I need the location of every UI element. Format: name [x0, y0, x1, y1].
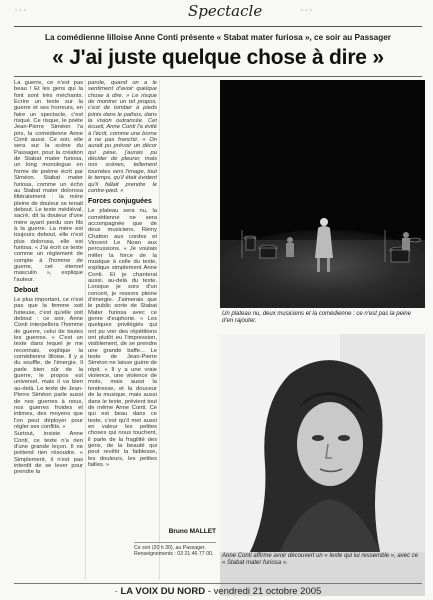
footer-separator: -: [205, 586, 214, 597]
stage-photo: [220, 80, 425, 308]
paragraph: Surtout, insiste Anne Conti, ce texte n'a rien d'une grande leçon. Il ne prétend rien résoudre. « Simplement, il n'est pas interdit de se lever pour prendre la: [14, 431, 83, 476]
kicker: La comédienne lilloise Anne Conti présente « Stabat mater furiosa », ce soir au Passager: [45, 33, 391, 42]
stage-illustration: [220, 80, 425, 308]
section-rubric: Spectacle: [188, 2, 263, 20]
stage-photo-caption: Un plateau nu, deux musiciens et la comédienne : ce n'est pas la peine d'en rajouter.: [222, 311, 411, 325]
portrait-illustration: [220, 334, 425, 552]
portrait-photo-caption: Anne Conti affirme avoir découvert un « texte qui lui ressemble », avec ce « Stabat mater furiosa ».: [222, 553, 419, 567]
article-column-3: [162, 80, 216, 535]
publication-date: vendredi 21 octobre 2005: [213, 586, 322, 597]
article-column-2: [88, 80, 157, 580]
footer-rule: [14, 583, 422, 584]
column-divider: [159, 80, 160, 580]
rubric-rule: [14, 26, 422, 27]
paragraph: Le plateau sera nu, la comédienne ne sera accompagnée que de deux musiciens, Rémy Chatton aux cordes et Vincent Le Noan aux percussions. « Je voulais mêler la force de la musique à celle du texte, explique simplement Anne Conti. Et je chanterai aussi, au-delà du texte. Lorsque je sors d'un concert, je ressors pleine d'énergie. J'aimerais que le public sorte de Stabat Mater furiosa avec ce genre d'euphorie. » Les quelques privilégiés qui ont pu voir des répétitions ont plutôt eu l'impression, visiblement, de se prendre une grande baffe... Le texte de Jean-Pierre Siméon ne laisse guère de répit. « Il y a une vraie violence, une violence de mots, mais aussi la tendresse, et la douceur de la musique, mais aussi dans le texte, prévient tout de même Anne Conti. Ce qui est beau dans ce texte, c'est qu'il met aussi en valeur les petites choses qui nous touchent, il parle de la fragilité des gens, de la beauté qui peut revêtir la faiblesse, les douleurs, les petites failles. »: [88, 208, 157, 468]
subheading-forces-conjuguees: Forces conjuguées: [88, 198, 152, 206]
previous-page-bleed: …: [14, 0, 27, 15]
paragraph: Le plus important, ce n'est pas que la femme soit furieuse, c'est qu'elle soit debout : ce soir, Anne Conti interpellera l'homme de guerre, celui de toutes les guerres. « C'est un texte dans lequel je me reconnais, explique la comédienne lilloise. Il y a du souffle, de l'énergie. Il parle bien sûr de la guerre, le propos est universel, mais il va bien au-delà. Le texte de Jean-Pierre Siméon parle aussi de nos guerres à nous, nos guerres froides et intimes, des moyens que l'on peut déployer pour régler ses conflits. »: [14, 297, 83, 430]
newspaper-name: LA VOIX DU NORD: [120, 586, 206, 597]
publication-footer: · LA VOIX DU NORD - vendredi 21 octobre 2005: [114, 586, 322, 597]
practical-info: Ce soir (20 h 30), au Passager. Renseignements : 03 21 46 77 00.: [134, 542, 216, 557]
column-divider: [85, 80, 86, 580]
article-column-1: [14, 80, 83, 580]
paragraph: La guerre, ce n'est pas beau ! Et les gens qui la font sont très méchants. Ecrire un texte sur la guerre et ses horreurs, en faire un spectacle, c'est risqué. Ce risque, le poète Jean-Pierre Siméon l'a pris, la comédienne Anne Conti aussi. Ce soir, elle sera sur la scène du Passager, pour la création de Stabat mater furiosa, un long monologue en forme de poème écrit par Siméon. Stabat mater furiosa, comme un écho au Stabat mater dolorosa littéralement : la mère pleine de douleur se tenait debout. Le texte médiéval, sacré, dit la douleur d'une mère ayant perdu son fils à la guerre. La mère est toujours debout, elle n'est plus dolorosa, elle est furiosa. « J'ai écrit ce texte comme un règlement de compte à l'homme de guerre, cet éternel masculin », explique l'auteur.: [14, 80, 83, 283]
paragraph: parole, quand on a le sentiment d'avoir quelque chose à dire. » Le risque de montrer un tel propos, c'est de tomber à pieds joints dans le pathos, dans la vision outrancée. Cet écueil, Anne Conti l'a évité à l'écrit, comme une borne à ne pas franchir. « On aurait pu prévoir un décor qui pèse, j'aurais pu décider de pleurer, mais nos scènes, tellement tournées vers l'image, tout le temps, qu'il était évident qu'il fallait prendre le contre-pied. »: [88, 80, 157, 194]
headline: « J'ai juste quelque chose à dire »: [52, 46, 384, 69]
subheading-debout: Debout: [14, 287, 39, 294]
headline-rule: [14, 76, 422, 77]
previous-page-bleed: …: [300, 0, 313, 15]
author-signature: Bruno MALLET: [168, 528, 216, 535]
